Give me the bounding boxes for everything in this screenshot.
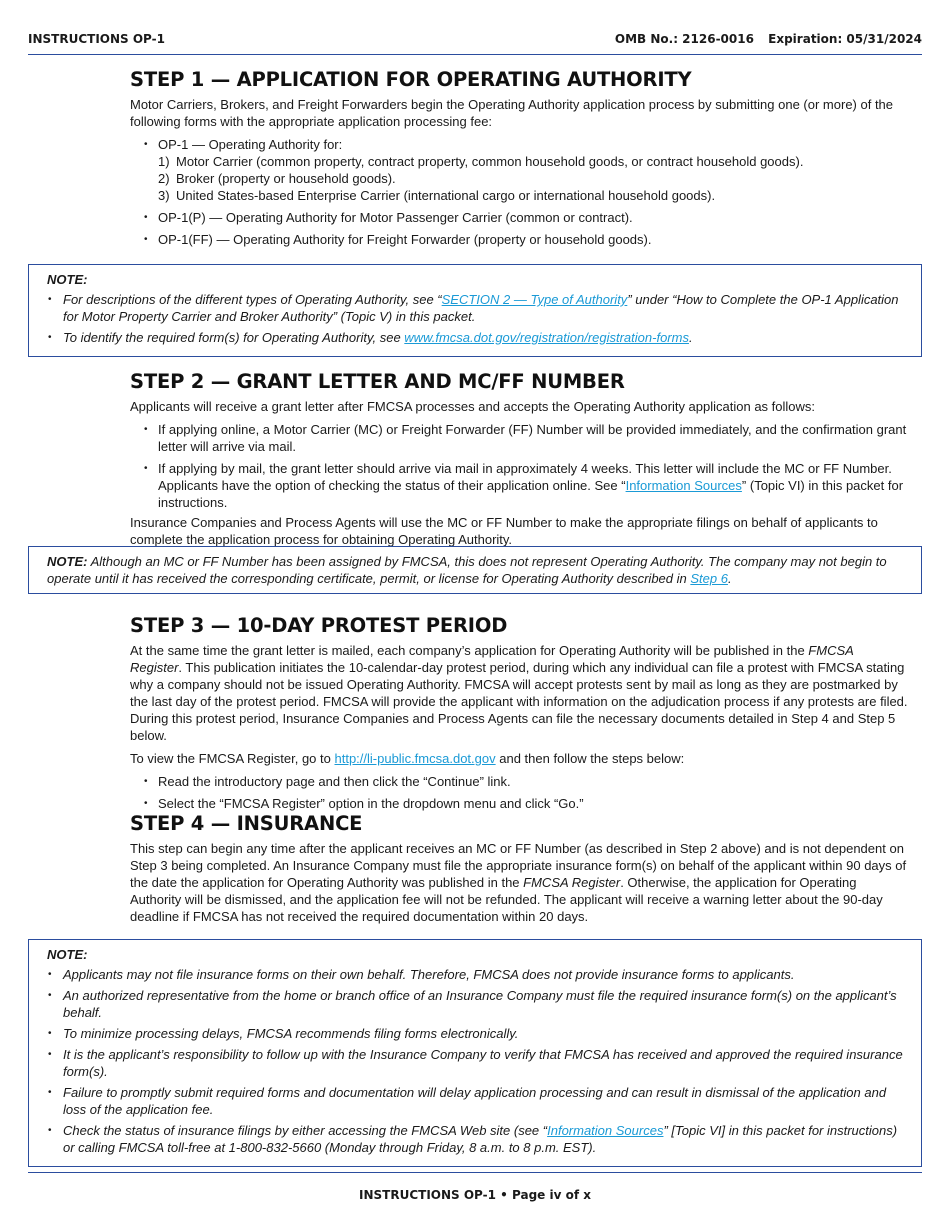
- header-omb-info: [615, 32, 922, 46]
- note-box-mc-number: [28, 546, 922, 594]
- step2-intro: Applicants will receive a grant letter after FMCSA processes and accepts the Operating Authority application as follows:: [130, 399, 816, 414]
- note-box-type-of-authority: [28, 264, 922, 357]
- op1-subitem: 1) Motor Carrier (common property, contract property, common household goods, or contract household goods).: [158, 154, 804, 169]
- step-6-link[interactable]: Step 6: [690, 571, 728, 586]
- note-list: [47, 291, 903, 346]
- note-item: • Applicants may not file insurance forms on their own behalf. Therefore, FMCSA does not provide insurance forms to applicants.: [63, 966, 903, 983]
- step3-list: [130, 773, 908, 812]
- li-public-link[interactable]: http://li-public.fmcsa.dot.gov: [334, 751, 496, 766]
- step2-outro: Insurance Companies and Process Agents will use the MC or FF Number to make the appropriate filings on behalf of applicants to complete the application process for obtaining Operating Authority.: [130, 515, 878, 547]
- step4-heading: STEP 4 — INSURANCE: [130, 812, 363, 835]
- step3-section: [130, 614, 908, 817]
- op1-sublist: [158, 153, 908, 204]
- step1-intro: Motor Carriers, Brokers, and Freight Forwarders begin the Operating Authority application process by submitting one (or more) of the following forms with the appropriate application processing fee:: [130, 97, 894, 129]
- step3-list-item: • Read the introductory page and then click the “Continue” link.: [158, 773, 908, 790]
- header-expiration: Expiration: 05/31/2024: [768, 32, 922, 46]
- note-item: • To identify the required form(s) for Operating Authority, see www.fmcsa.dot.gov/registration/registration-forms.: [63, 329, 903, 346]
- information-sources-link[interactable]: Information Sources: [625, 478, 742, 493]
- footer-divider: [28, 1172, 922, 1173]
- note-item: • An authorized representative from the home or branch office of an Insurance Company must file the required insurance form(s) on the applicant’s behalf.: [63, 987, 903, 1021]
- note-title: NOTE:: [47, 947, 88, 962]
- step4-section: [130, 812, 908, 929]
- step1-heading: STEP 1 — APPLICATION FOR OPERATING AUTHORITY: [130, 68, 692, 91]
- op1ff-item: • OP-1(FF) — Operating Authority for Freight Forwarder (property or household goods).: [158, 231, 908, 248]
- note-list: [47, 966, 903, 1156]
- note-item: • Check the status of insurance filings by either accessing the FMCSA Web site (see “Information Sources” [Topic VI] in this packet for instructions) or calling FMCSA toll-free at 1-800-832-5660 (Monday through Friday, 8 a.m. to 8 p.m. EST).: [63, 1122, 903, 1156]
- op1-item: [158, 136, 908, 204]
- header-omb-number: OMB No.: 2126-0016: [614, 32, 754, 46]
- step4-paragraph: This step can begin any time after the applicant receives an MC or FF Number (as described in Step 2 above) and is not dependent on Step 3 being completed. An Insurance Company must file the appropriate insurance form(s) on behalf of the applicant within 90 days of the date the application for Operating Authority was published in the FMCSA Register. Otherwise, the application for Operating Authority will be dismissed, and the application fee will not be refunded. The applicant will receive a warning letter about the 90-day deadline if FMCSA has not received the required documentation within 20 days.: [130, 841, 907, 924]
- op1-label: OP-1 — Operating Authority for:: [158, 137, 343, 152]
- op1-subitem: 2) Broker (property or household goods).: [158, 171, 396, 186]
- note-item: • It is the applicant’s responsibility to follow up with the Insurance Company to verify that FMCSA has received and approved the required insurance form(s).: [63, 1046, 903, 1080]
- note-box-insurance: [28, 939, 922, 1167]
- page-footer: INSTRUCTIONS OP-1 • Page iv of x: [359, 1188, 591, 1202]
- step1-form-list: [130, 136, 908, 248]
- step2-mail-item: • If applying by mail, the grant letter should arrive via mail in approximately 4 weeks. This letter will include the MC or FF Number. Applicants have the option of checking the status of their application online. See “Information Sources” (Topic VI) in this packet for instructions.: [158, 460, 908, 511]
- step3-heading: STEP 3 — 10-DAY PROTEST PERIOD: [130, 614, 508, 637]
- note-item: • Failure to promptly submit required forms and documentation will delay application processing and can result in dismissal of the application and loss of the application fee.: [63, 1084, 903, 1118]
- registration-forms-link[interactable]: www.fmcsa.dot.gov/registration/registration-forms: [404, 330, 689, 345]
- step3-register-paragraph: To view the FMCSA Register, go to http://li-public.fmcsa.dot.gov and then follow the steps below:: [130, 751, 685, 766]
- step2-online-item: • If applying online, a Motor Carrier (MC) or Freight Forwarder (FF) Number will be provided immediately, and the confirmation grant letter will arrive via mail.: [158, 421, 908, 455]
- step2-list: [130, 421, 908, 511]
- note-item: • To minimize processing delays, FMCSA recommends filing forms electronically.: [63, 1025, 903, 1042]
- step3-list-item: • Select the “FMCSA Register” option in the dropdown menu and click “Go.”: [158, 795, 908, 812]
- op1p-item: • OP-1(P) — Operating Authority for Motor Passenger Carrier (common or contract).: [158, 209, 908, 226]
- section-2-link[interactable]: SECTION 2 — Type of Authority: [441, 292, 628, 307]
- note-item: • For descriptions of the different types of Operating Authority, see “SECTION 2 — Type of Authority” under “How to Complete the OP-1 Application for Motor Property Carrier and Broker Authority” (Topic V) in this packet.: [63, 291, 903, 325]
- note-title: NOTE:: [47, 272, 88, 287]
- step3-paragraph: At the same time the grant letter is mailed, each company’s application for Operating Authority will be published in the FMCSA Register. This publication initiates the 10-calendar-day protest period, during which any individual can file a protest with FMCSA stating why a company should not be issued Operating Authority. FMCSA will accept protests sent by mail as long as they are postmarked by the last day of the protest period. FMCSA will provide the applicant with information on the adjudication process if any protests are filed. During this protest period, Insurance Companies and Process Agents can file the necessary documents detailed in Step 4 and Step 5 below.: [130, 643, 908, 743]
- header-doc-title: INSTRUCTIONS OP-1: [28, 32, 165, 46]
- information-sources-link[interactable]: Information Sources: [547, 1123, 664, 1138]
- step1-section: [130, 68, 908, 253]
- page-header: [28, 30, 922, 55]
- step2-section: [130, 370, 908, 552]
- note-title: NOTE:: [47, 554, 88, 569]
- note2-text: NOTE: Although an MC or FF Number has been assigned by FMCSA, this does not represent Operating Authority. The company may not begin to operate until it has received the corresponding certificate, permit, or license for Operating Authority described in Step 6.: [47, 554, 887, 586]
- op1-subitem: 3) United States-based Enterprise Carrier (international cargo or international household goods).: [158, 188, 716, 203]
- step2-heading: STEP 2 — GRANT LETTER AND MC/FF NUMBER: [130, 370, 625, 393]
